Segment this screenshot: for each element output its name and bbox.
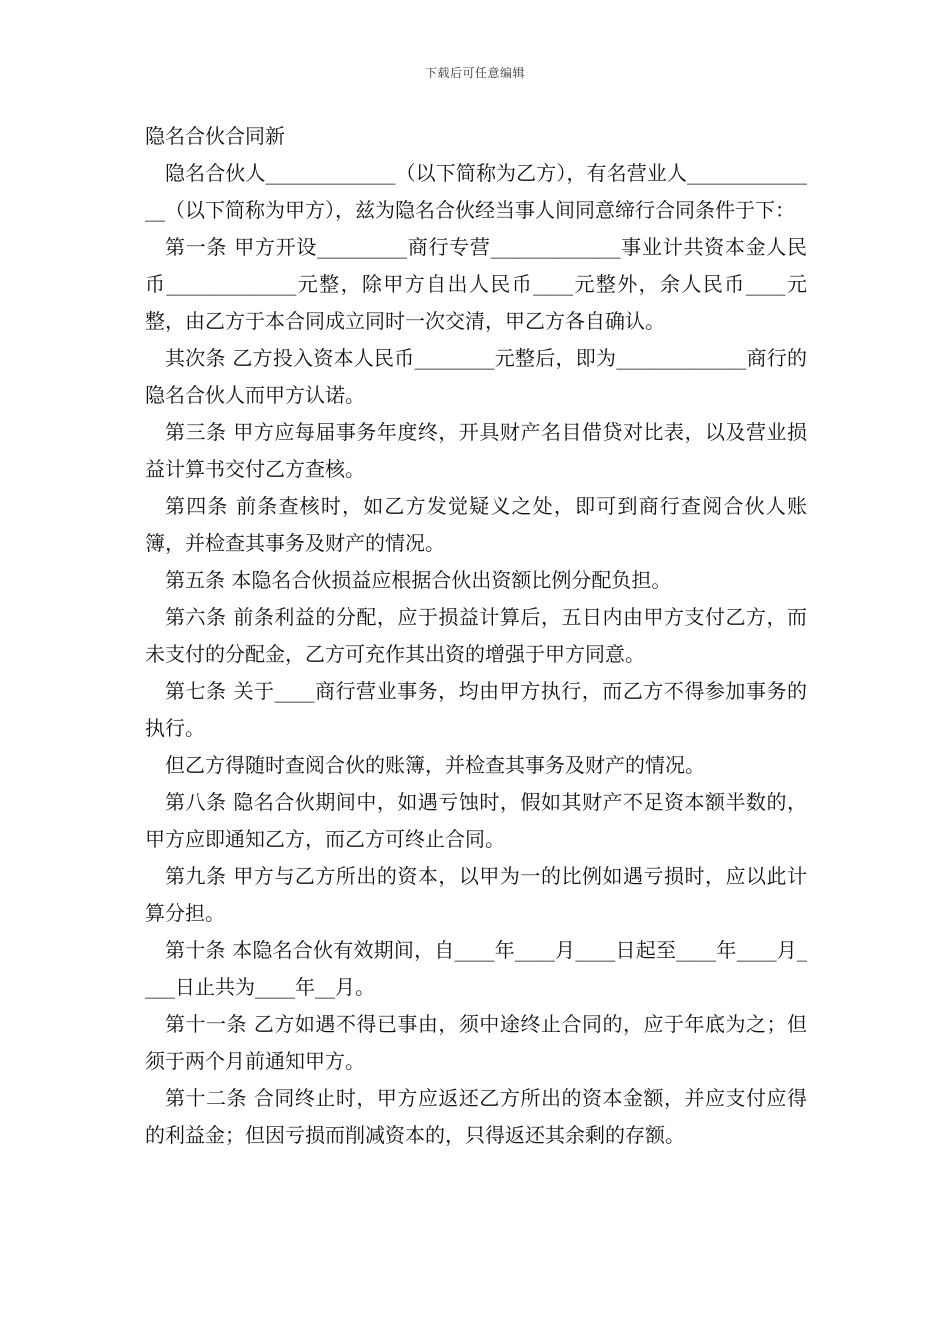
page-header-note: 下载后可任意编辑 xyxy=(424,66,525,80)
paragraph-article-2: 其次条 乙方投入资本人民币________元整后，即为_____________商行的隐名合伙人而甲方认诺。 xyxy=(145,346,807,407)
paragraph-article-5: 第五条 本隐名合伙损益应根据合伙出资额比例分配负担。 xyxy=(165,568,672,592)
paragraph-article-11: 第十一条 乙方如遇不得已事由，须中途终止合同的，应于年底为之；但须于两个月前通知甲方。 xyxy=(145,1012,807,1073)
paragraph-article-7-continued: 但乙方得随时查阅合伙的账簿，并检查其事务及财产的情况。 xyxy=(165,753,705,777)
paragraph-article-4: 第四条 前条查核时，如乙方发觉疑义之处，即可到商行查阅合伙人账簿，并检查其事务及财产的情况。 xyxy=(145,494,807,555)
document-title: 隐名合伙合同新 xyxy=(145,124,285,148)
paragraph-article-7: 第七条 关于____商行营业事务，均由甲方执行，而乙方不得参加事务的执行。 xyxy=(145,679,807,740)
paragraph-article-9: 第九条 甲方与乙方所出的资本，以甲为一的比例如遇亏损时，应以此计算分担。 xyxy=(145,864,807,925)
paragraph-article-10: 第十条 本隐名合伙有效期间，自____年____月____日起至____年____月____日止共为____年__月。 xyxy=(145,938,807,999)
paragraph-article-3: 第三条 甲方应每届事务年度终，开具财产名目借贷对比表，以及营业损益计算书交付乙方查核。 xyxy=(145,420,807,481)
paragraph-article-12: 第十二条 合同终止时，甲方应返还乙方所出的资本金额，并应支付应得的利益金；但因亏损而削减资本的，只得返还其余剩的存额。 xyxy=(145,1086,807,1147)
paragraph-article-8: 第八条 隐名合伙期间中，如遇亏蚀时，假如其财产不足资本额半数的，甲方应即通知乙方，而乙方可终止合同。 xyxy=(145,790,807,851)
paragraph-article-1: 第一条 甲方开设_________商行专营_____________事业计共资本金人民币_____________元整，除甲方自出人民币____元整外，余人民币____元整，由乙方于本合同成立同时一次交清，甲乙方各自确认。 xyxy=(145,235,807,333)
paragraph-article-6: 第六条 前条利益的分配，应于损益计算后，五日内由甲方支付乙方，而未支付的分配金，乙方可充作其出资的增强于甲方同意。 xyxy=(145,605,807,666)
paragraph-intro: 隐名合伙人_____________（以下简称为乙方），有名营业人______________（以下简称为甲方），兹为隐名合伙经当事人间同意缔行合同条件于下： xyxy=(145,161,807,222)
document-body xyxy=(145,118,807,1154)
